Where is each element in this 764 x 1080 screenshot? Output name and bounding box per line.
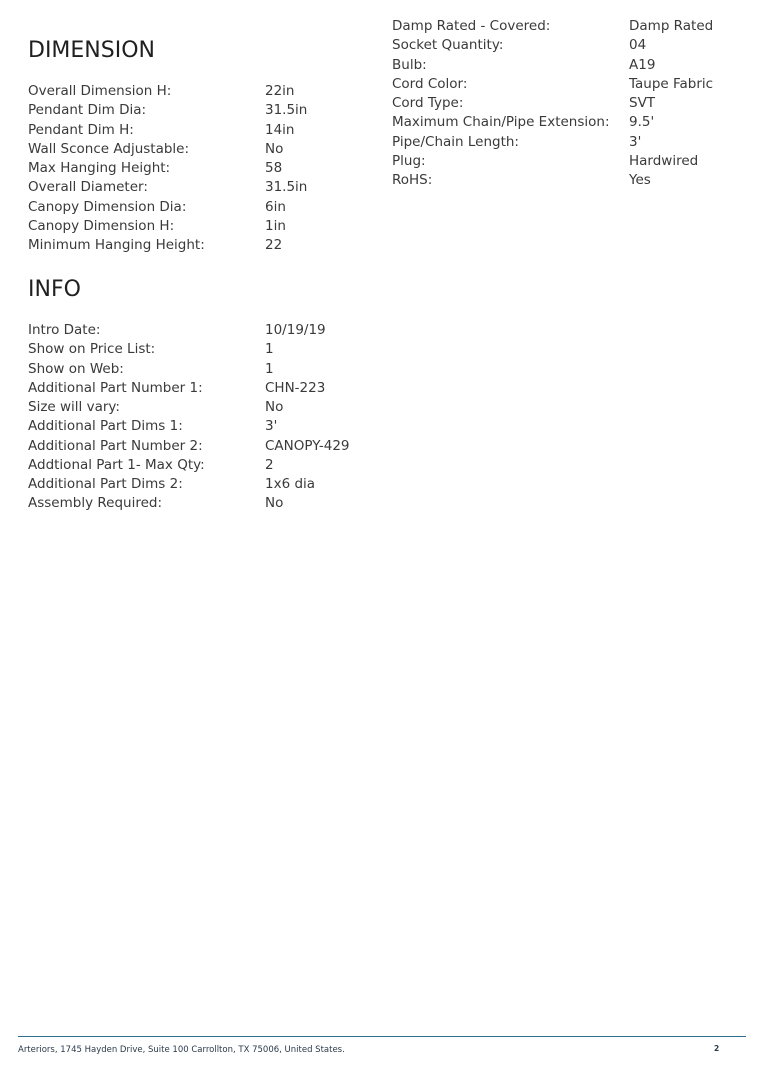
spec-label: Minimum Hanging Height: — [28, 237, 205, 253]
spec-label: Cord Type: — [392, 95, 464, 111]
spec-value: 2 — [265, 456, 274, 473]
spec-label: Wall Sconce Adjustable: — [28, 140, 190, 157]
spec-value: 58 — [265, 160, 283, 176]
spec-label: Bulb: — [392, 56, 427, 73]
spec-row-additional-part-number-1 — [28, 379, 368, 398]
spec-label: Overall Dimension H: — [28, 83, 172, 99]
spec-label: Damp Rated - Covered: — [392, 18, 551, 34]
spec-value: No — [265, 495, 284, 512]
spec-label: Additional Part Dims 2: — [28, 476, 183, 492]
spec-value: 1in — [265, 217, 286, 234]
spec-row-max-chain-extension — [392, 113, 742, 132]
spec-row-wall-sconce-adjustable — [28, 140, 368, 159]
spec-row-show-on-price-list — [28, 340, 368, 359]
spec-row-rohs — [392, 171, 742, 190]
spec-row-show-on-web — [28, 360, 368, 379]
spec-label: Size will vary: — [28, 399, 120, 415]
spec-value: No — [265, 399, 284, 415]
spec-row-max-hanging-height — [28, 159, 368, 178]
spec-value: 3' — [265, 418, 278, 435]
spec-label: Plug: — [392, 152, 426, 169]
spec-row-socket-quantity — [392, 36, 742, 55]
spec-value: 22in — [265, 83, 295, 99]
spec-label: Show on Web: — [28, 360, 124, 377]
spec-row-canopy-dimension-dia — [28, 198, 368, 217]
spec-label: Max Hanging Height: — [28, 160, 171, 176]
spec-value: Yes — [629, 172, 651, 188]
spec-row-minimum-hanging-height — [28, 236, 368, 255]
spec-value: 1 — [265, 360, 274, 377]
spec-label: Pipe/Chain Length: — [392, 133, 519, 150]
spec-value: Hardwired — [629, 152, 699, 169]
spec-label: Addtional Part 1- Max Qty: — [28, 456, 205, 473]
spec-row-additional-part-dims-1 — [28, 417, 368, 436]
spec-value: Damp Rated — [629, 18, 714, 34]
spec-value: CHN-223 — [265, 379, 326, 396]
info-heading: INFO — [28, 277, 81, 302]
page-number: 2 — [714, 1044, 720, 1053]
spec-row-overall-diameter — [28, 178, 368, 197]
spec-value: 04 — [629, 37, 647, 54]
spec-value: No — [265, 140, 284, 157]
spec-row-assembly-required — [28, 494, 368, 513]
spec-value: 14in — [265, 121, 295, 138]
spec-value: 1x6 dia — [265, 476, 316, 492]
spec-label: Socket Quantity: — [392, 37, 504, 54]
spec-value: 31.5in — [265, 179, 308, 196]
spec-row-intro-date — [28, 321, 368, 340]
spec-row-additional-part-number-2 — [28, 437, 368, 456]
spec-value: 1 — [265, 341, 274, 358]
spec-row-plug — [392, 152, 742, 171]
spec-row-additional-part-1-max-qty — [28, 456, 368, 475]
spec-row-pendant-dim-h — [28, 121, 368, 140]
spec-value: 6in — [265, 198, 286, 215]
spec-row-pipe-chain-length — [392, 133, 742, 152]
spec-label: Pendant Dim H: — [28, 121, 134, 138]
spec-label: Assembly Required: — [28, 495, 162, 512]
spec-label: Canopy Dimension H: — [28, 217, 175, 234]
spec-label: Maximum Chain/Pipe Extension: — [392, 114, 610, 131]
spec-row-bulb — [392, 56, 742, 75]
spec-row-pendant-dim-dia — [28, 101, 368, 120]
info-list — [28, 321, 368, 514]
spec-value: A19 — [629, 56, 656, 73]
spec-value: 3' — [629, 133, 642, 150]
spec-label: Cord Color: — [392, 75, 468, 92]
spec-value: 10/19/19 — [265, 322, 326, 338]
spec-row-canopy-dimension-h — [28, 217, 368, 236]
spec-label: RoHS: — [392, 172, 433, 188]
spec-row-cord-type — [392, 94, 742, 113]
spec-label: Canopy Dimension Dia: — [28, 198, 187, 215]
dimension-heading: DIMENSION — [28, 38, 155, 63]
footer-divider — [18, 1036, 746, 1037]
spec-row-damp-rated — [392, 17, 742, 36]
spec-label: Show on Price List: — [28, 341, 156, 358]
dimension-list — [28, 82, 368, 255]
spec-label: Intro Date: — [28, 322, 101, 338]
spec-value: SVT — [629, 95, 656, 111]
spec-value: 9.5' — [629, 114, 655, 131]
spec-row-cord-color — [392, 75, 742, 94]
spec-label: Overall Diameter: — [28, 179, 148, 196]
spec-value: 22 — [265, 237, 283, 253]
spec-label: Additional Part Number 1: — [28, 379, 203, 396]
spec-value: 31.5in — [265, 102, 308, 119]
footer-address: Arteriors, 1745 Hayden Drive, Suite 100 Carrollton, TX 75006, United States. — [18, 1045, 345, 1055]
spec-label: Pendant Dim Dia: — [28, 102, 147, 119]
spec-value: Taupe Fabric — [629, 75, 714, 92]
electrical-specs-list — [392, 17, 742, 190]
spec-row-additional-part-dims-2 — [28, 475, 368, 494]
spec-row-size-will-vary — [28, 398, 368, 417]
spec-label: Additional Part Dims 1: — [28, 418, 183, 435]
spec-row-overall-dimension-h — [28, 82, 368, 101]
spec-label: Additional Part Number 2: — [28, 437, 203, 454]
spec-value: CANOPY-429 — [265, 437, 350, 454]
